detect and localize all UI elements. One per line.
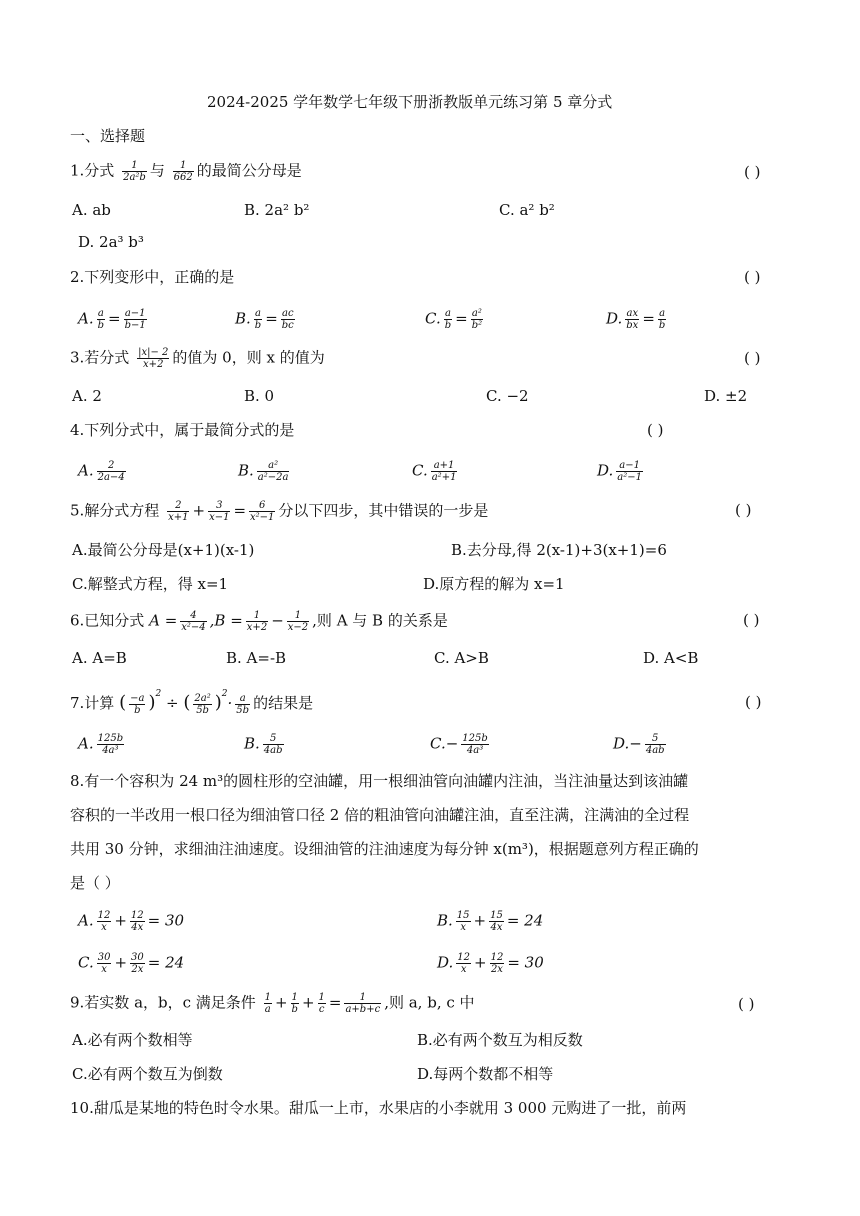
- page-title: 2024-2025 学年数学七年级下册浙教版单元练习第 5 章分式: [207, 93, 613, 111]
- option-d: D.− $\frac{5}{4ab}$: [613, 733, 665, 756]
- option-a: A. $\frac{125b}{\text{4a³}}$: [78, 733, 124, 756]
- question-1-stem: 1.分式 $\frac{1}{\text{2a²b}}$ 与 $\frac{1}{662}$ 的最简公分母是: [70, 160, 302, 183]
- option-d: D. $\frac{12}{x}$ + $\frac{12}{2x}$ = 30: [437, 952, 544, 975]
- fraction: $\frac{1}{a+b+c}$: [345, 992, 381, 1015]
- fraction: $\frac{15}{x}$: [456, 910, 470, 933]
- answer-paren: ( ): [743, 611, 760, 629]
- fraction: $\frac{12}{2x}$: [490, 952, 504, 975]
- option-a: A. $\frac{2}{2a-4}$: [78, 460, 125, 483]
- fraction: $\frac{125b}{\text{4a³}}$: [97, 733, 124, 756]
- fraction: $\frac{a-1}{b-1}$: [124, 308, 146, 331]
- fraction: $\frac{1}{\text{2a²b}}$: [123, 160, 146, 183]
- fraction: $\frac{1}{a}$: [264, 992, 271, 1015]
- fraction: $\frac{5}{4ab}$: [263, 733, 283, 756]
- answer-paren: ( ): [744, 349, 761, 367]
- question-8-line-3: 共用 30 分钟，求细油注油速度。设细油管的注油速度为每分钟 x(m³)，根据题意列方程正确的: [70, 840, 699, 858]
- fraction: $\frac{6}{\text{x²−1}}$: [250, 500, 275, 523]
- option-c: C. a² b²: [499, 201, 555, 219]
- question-7-stem: 7.计算 ( $\frac{-a}{b}$ )$^2$ ÷ ( $\frac{\text{2a²}}{5b}$ )$^2$· $\frac{a}{5b}$ 的结果是: [70, 689, 314, 716]
- fraction: $\frac{a}{5b}$: [236, 692, 250, 716]
- fraction: $\frac{a+1}{\text{a²+1}}$: [431, 460, 457, 483]
- question-6-stem: 6.已知分式 A = $\frac{4}{\text{x²−4}}$ ,B = $\frac{1}{x+2}$ − $\frac{1}{x-2}$ ,则 A 与 B 的关系是: [70, 610, 448, 633]
- fraction: $\frac{4}{\text{x²−4}}$: [181, 610, 206, 633]
- question-8-line-4: 是（ ）: [70, 874, 120, 892]
- option-a: A.最简公分母是(x+1)(x-1): [72, 541, 255, 559]
- fraction: $\frac{1}{b}$: [291, 992, 298, 1015]
- answer-paren: ( ): [745, 693, 762, 711]
- answer-paren: ( ): [744, 268, 761, 286]
- option-c: C. −2: [486, 387, 529, 405]
- fraction: $\frac{1}{x+2}$: [246, 610, 268, 633]
- option-d: D.每两个数都不相等: [417, 1065, 554, 1083]
- fraction: $\frac{ax}{bx}$: [626, 308, 639, 331]
- fraction: $\frac{|x|- 2}{x+2}$: [138, 347, 169, 370]
- option-a: A. 2: [72, 387, 102, 405]
- fraction: $\frac{a}{b}$: [444, 308, 452, 331]
- fraction: $\frac{30}{x}$: [97, 952, 111, 975]
- option-d: D. $\frac{a-1}{\text{a²−1}}$: [597, 460, 642, 483]
- fraction: $\frac{ac}{bc}$: [281, 308, 294, 331]
- fraction: $\frac{30}{2x}$: [131, 952, 144, 975]
- question-2-stem: 2.下列变形中，正确的是: [70, 268, 235, 286]
- option-d: D. 2a³ b³: [78, 233, 144, 251]
- fraction: $\frac{a}{b}$: [97, 308, 105, 331]
- option-a: A. A=B: [72, 649, 127, 667]
- option-c: C.解整式方程，得 x=1: [72, 575, 229, 593]
- answer-paren: ( ): [744, 163, 761, 181]
- fraction: $\frac{a}{b}$: [254, 308, 262, 331]
- option-a: A. ab: [72, 201, 111, 219]
- fraction: $\frac{12}{4x}$: [130, 910, 144, 933]
- question-9-stem: 9.若实数 a，b，c 满足条件 $\frac{1}{a}$ + $\frac{1}{b}$ + $\frac{1}{c}$ = $\frac{1}{a+b+c}$ ,则 a, b, c 中: [70, 992, 475, 1015]
- option-d: D. ±2: [704, 387, 748, 405]
- option-b: B. $\frac{\text{a²}}{\text{a²−2a}}$: [238, 460, 289, 483]
- fraction: $\frac{\text{2a²}}{5b}$: [194, 692, 211, 716]
- fraction: $\frac{12}{x}$: [457, 952, 470, 975]
- fraction: $\frac{\text{a²}}{\text{a²−2a}}$: [257, 460, 289, 483]
- fraction: $\frac{12}{x}$: [97, 910, 111, 933]
- option-b: B. $\frac{5}{4ab}$: [244, 733, 283, 756]
- fraction: $\frac{5}{4ab}$: [645, 733, 665, 756]
- section-heading: 一、选择题: [70, 127, 146, 145]
- option-b: B. $\frac{15}{x}$ + $\frac{15}{4x}$ = 24: [437, 910, 544, 933]
- question-8-line-1: 8.有一个容积为 24 m³的圆柱形的空油罐，用一根细油管向油罐内注油，当注油量达到该油罐: [70, 772, 689, 790]
- fraction: $\frac{3}{x-1}$: [209, 500, 230, 523]
- option-a: A. $\frac{12}{x}$ + $\frac{12}{4x}$ = 30: [78, 910, 185, 933]
- question-8-line-2: 容积的一半改用一根口径为细油管口径 2 倍的粗油管向油罐注油，直至注满，注满油的全过程: [70, 806, 690, 824]
- option-a: A. $\frac{a}{b}$ = $\frac{a-1}{b-1}$: [78, 308, 146, 331]
- option-c: C. $\frac{30}{x}$ + $\frac{30}{2x}$ = 24: [78, 952, 185, 975]
- option-c: C. $\frac{a}{b}$ = $\frac{\text{a²}}{\text{b²}}$: [425, 308, 483, 331]
- answer-paren: ( ): [735, 501, 752, 519]
- option-d: D. $\frac{ax}{bx}$ = $\frac{a}{b}$: [606, 308, 666, 331]
- fraction: $\frac{1}{662}$: [173, 160, 193, 183]
- option-b: B. $\frac{a}{b}$ = $\frac{ac}{bc}$: [235, 308, 294, 331]
- question-3-stem: 3.若分式 $\frac{|x|- 2}{x+2}$ 的值为 0，则 x 的值为: [70, 347, 325, 370]
- fraction: $\frac{a}{b}$: [658, 308, 666, 331]
- option-c: C.− $\frac{125b}{\text{4a³}}$: [430, 733, 488, 756]
- option-c: C. $\frac{a+1}{\text{a²+1}}$: [412, 460, 457, 483]
- fraction: $\frac{15}{4x}$: [490, 910, 503, 933]
- fraction: $\frac{1}{c}$: [318, 992, 325, 1015]
- fraction: $\frac{125b}{\text{4a³}}$: [462, 733, 488, 756]
- fraction: $\frac{2}{x+1}$: [168, 500, 189, 523]
- option-b: B. 0: [244, 387, 275, 405]
- option-a: A.必有两个数相等: [72, 1031, 193, 1049]
- option-b: B.必有两个数互为相反数: [417, 1031, 583, 1049]
- question-5-stem: 5.解分式方程 $\frac{2}{x+1}$ + $\frac{3}{x-1}$ = $\frac{6}{\text{x²−1}}$ 分以下四步，其中错误的一步是: [70, 500, 489, 523]
- question-4-stem: 4.下列分式中，属于最简分式的是: [70, 421, 295, 439]
- fraction: $\frac{a-1}{\text{a²−1}}$: [617, 460, 642, 483]
- fraction: $\frac{\text{a²}}{\text{b²}}$: [471, 308, 483, 331]
- fraction: $\frac{-a}{b}$: [130, 692, 145, 716]
- option-b: B. 2a² b²: [244, 201, 310, 219]
- answer-paren: ( ): [647, 421, 664, 439]
- question-10-line-1: 10.甜瓜是某地的特色时令水果。甜瓜一上市，水果店的小李就用 3 000 元购进了一批，前两: [70, 1099, 687, 1117]
- fraction: $\frac{2}{2a-4}$: [97, 460, 125, 483]
- option-c: C. A>B: [434, 649, 489, 667]
- option-d: D.原方程的解为 x=1: [423, 575, 565, 593]
- option-b: B.去分母,得 2(x-1)+3(x+1)=6: [451, 541, 667, 559]
- option-c: C.必有两个数互为倒数: [72, 1065, 223, 1083]
- option-d: D. A<B: [643, 649, 699, 667]
- answer-paren: ( ): [738, 995, 755, 1013]
- option-b: B. A=-B: [226, 649, 287, 667]
- fraction: $\frac{1}{x-2}$: [287, 610, 309, 633]
